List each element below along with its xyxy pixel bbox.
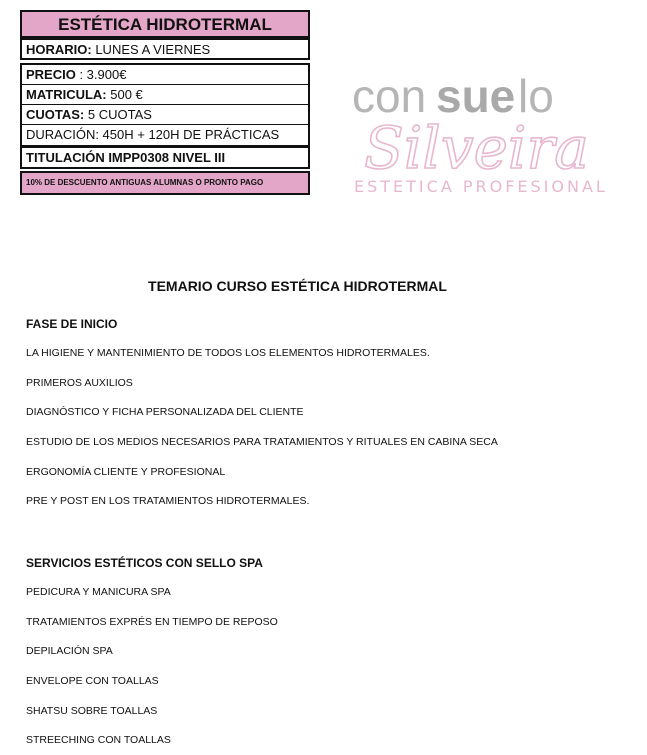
price-label: PRECIO [26, 67, 76, 82]
price-value: : 3.900€ [75, 67, 127, 82]
logo-word-con: con [352, 70, 427, 122]
list-item: ENVELOPE CON TOALLAS [26, 675, 159, 687]
course-info-box [20, 10, 310, 195]
brand-logo-graphic [348, 60, 633, 210]
schedule-label: HORARIO: [26, 42, 92, 57]
duration-value: DURACIÓN: 450H + 120H DE PRÁCTICAS [26, 127, 280, 142]
syllabus-title: TEMARIO CURSO ESTÉTICA HIDROTERMAL [148, 278, 447, 294]
list-item: LA HIGIENE Y MANTENIMIENTO DE TODOS LOS ELEMENTOS HIDROTERMALES. [26, 347, 430, 359]
installments-value: 5 CUOTAS [84, 107, 152, 122]
logo-script-name: Silveira [364, 114, 589, 182]
list-item: ERGONOMÍA CLIENTE Y PROFESIONAL [26, 466, 226, 478]
section-fase-inicio [26, 316, 498, 507]
enrollment-row [22, 85, 308, 105]
section-heading: FASE DE INICIO [26, 317, 118, 331]
installments-label: CUOTAS: [26, 107, 85, 122]
list-item: PRIMEROS AUXILIOS [26, 377, 133, 389]
list-item: DEPILACIÓN SPA [26, 645, 113, 657]
enrollment-label: MATRICULA: [26, 87, 107, 102]
list-item: DIAGNÓSTICO Y FICHA PERSONALIZADA DEL CLIENTE [26, 406, 304, 418]
enrollment-value: 500 € [106, 87, 143, 102]
list-item: STREECHING CON TOALLAS [26, 734, 171, 746]
list-item: PEDICURA Y MANICURA SPA [26, 586, 171, 598]
installments-row [22, 105, 308, 125]
list-item: TRATAMIENTOS EXPRÉS EN TIEMPO DE REPOSO [26, 616, 278, 628]
logo-tagline: ESTETICA PROFESIONAL [354, 177, 608, 196]
qualification-row: TITULACIÓN IMPP0308 NIVEL III [20, 147, 310, 169]
schedule-value: LUNES A VIERNES [91, 42, 211, 57]
course-title: ESTÉTICA HIDROTERMAL [20, 10, 310, 38]
list-item: PRE Y POST EN LOS TRATAMIENTOS HIDROTERMALES. [26, 495, 310, 507]
list-item: SHATSU SOBRE TOALLAS [26, 705, 158, 717]
pricing-group [20, 63, 310, 147]
price-row [22, 65, 308, 85]
brand-logo [348, 60, 633, 210]
section-heading: SERVICIOS ESTÉTICOS CON SELLO SPA [26, 556, 263, 570]
logo-word-sue: sue [436, 70, 516, 122]
discount-banner: 10% DE DESCUENTO ANTIGUAS ALUMNAS O PRONTO PAGO [20, 171, 310, 195]
section-servicios-spa [26, 555, 278, 746]
duration-row [22, 125, 308, 145]
schedule-row [20, 38, 310, 60]
logo-word-lo: lo [518, 70, 554, 122]
list-item: ESTUDIO DE LOS MEDIOS NECESARIOS PARA TRATAMIENTOS Y RITUALES EN CABINA SECA [26, 436, 498, 448]
